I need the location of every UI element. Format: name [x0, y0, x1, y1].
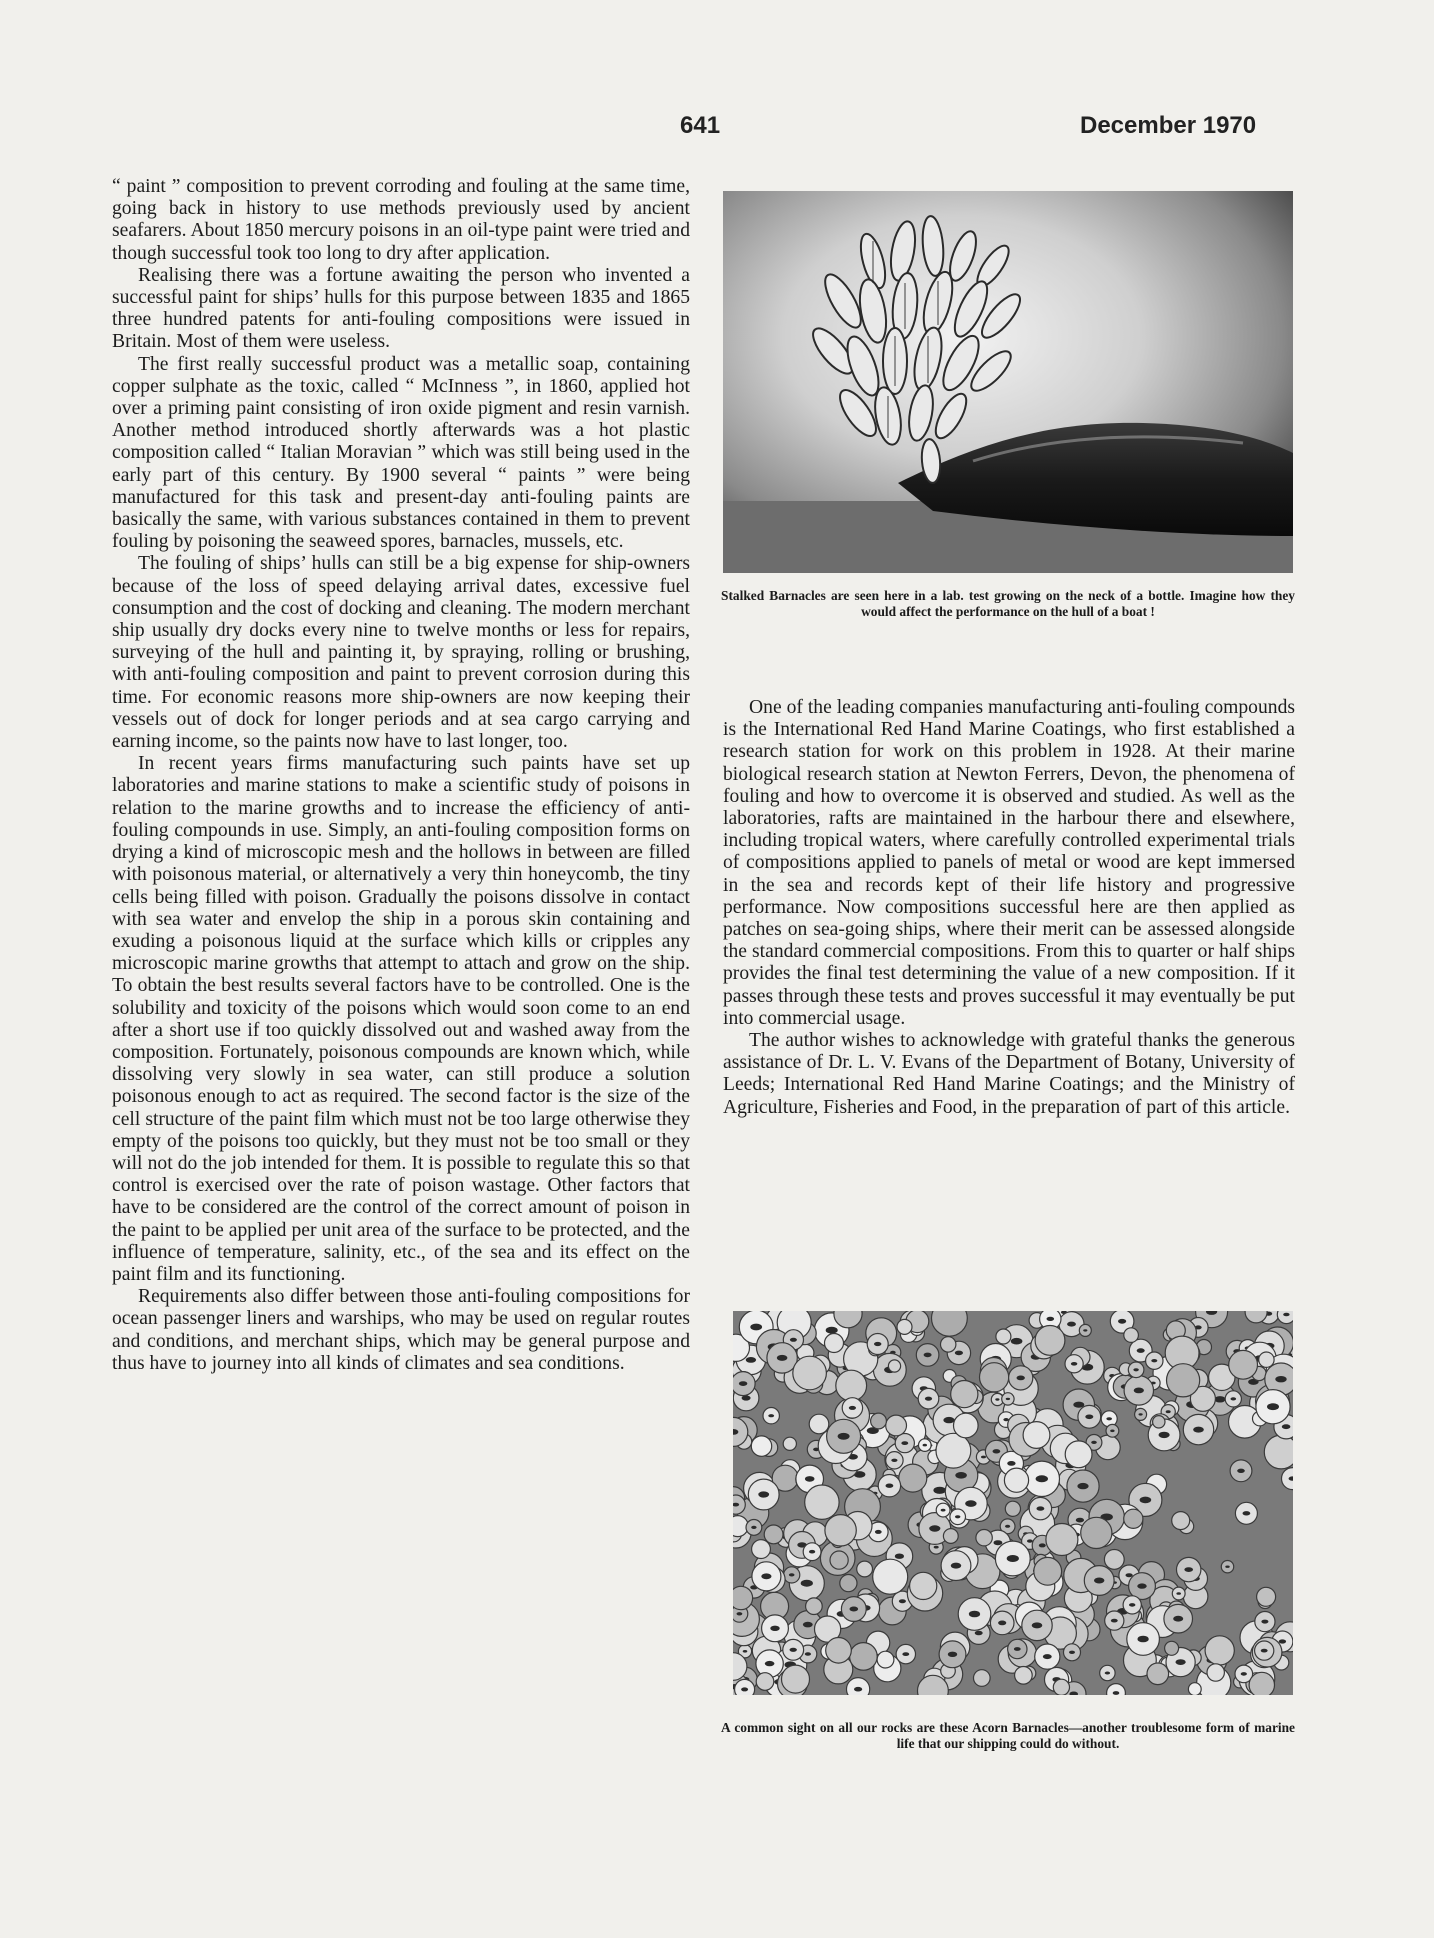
paragraph: In recent years firms manufacturing such paints have set up laboratories and marine stations to make a scientific study of poisons in relation to the marine growths and to increase the efficiency of anti-fouling compounds in use. Simply, an anti-fouling composition forms on drying a kind of microscopic mesh and the hollows in between are filled with poisonous material, or alternatively a very thin honeycomb, the tiny cells being filled with poison. Gradually the poisons dissolve in contact with sea water and envelop the ship in a porous skin containing and exuding a poisonous liquid at the surface which kills or cripples any microscopic marine growths that attempt to attach and grow on the ship. To obtain the best results several factors have to be controlled. One is the solubility and toxicity of the poisons which would soon come to an end after a short use if too quickly dissolved out and washed away from the composition. Fortunately, poisonous compounds are known which, while dissolving very slowly in sea water, can still produce a solution poisonous enough to act as required. The second factor is the size of the cell structure of the paint film which must not be too large otherwise they empty of the poisons too quickly, but they must not be too small or they will not do the job intended for them. It is possible to regulate this so that control is exercised over the rate of poison wastage. Other factors that have to be considered are the control of the correct amount of poison in the paint to be applied per unit area of the surface to be protected, and the influence of temperature, salinity, etc., of the sea and its effect on the paint film and its functioning. — [112, 753, 690, 1285]
issue-date: December 1970 — [1080, 112, 1257, 139]
figure-caption-acorn-barnacles: A common sight on all our rocks are these Acorn Barnacles—another troublesome form of marine life that our shipping could do without. — [721, 1720, 1295, 1751]
figure-caption-stalked-barnacles: Stalked Barnacles are seen here in a lab. test growing on the neck of a bottle. Imagine how they would affect the performance on the hull of a boat ! — [721, 588, 1295, 619]
paragraph: The first really successful product was a metallic soap, containing copper sulphate as the toxic, called “ McInness ”, in 1860, applied hot over a priming paint consisting of iron oxide pigment and resin varnish. Another method introduced shortly afterwards was a hot plastic composition called “ Italian Moravian ” which was still being used in the early part of this century. By 1900 several “ paints ” were being manufactured for this task and present-day anti-fouling paints are basically the same, with various substances contained in them to prevent fouling by poisoning the seaweed spores, barnacles, mussels, etc. — [112, 353, 690, 553]
right-article-column — [723, 697, 1295, 1119]
paragraph: One of the leading companies manufacturing anti-fouling compounds is the International Red Hand Marine Coatings, who first established a research station for work on this problem in 1928. At their marine biological research station at Newton Ferrers, Devon, the phenomena of fouling and how to overcome it is observed and studied. As well as the laboratories, rafts are maintained in the harbour there and elsewhere, including tropical waters, where carefully controlled experimental trials of compositions applied to panels of metal or wood are kept immersed in the sea and records kept of their life history and progressive performance. Now compositions successful here are then applied as patches on sea-going ships, where their merit can be assessed alongside the standard commercial compositions. From this to quarter or half ships provides the final test determining the value of a new composition. If it passes through these tests and proves successful it may eventually be put into commercial usage. — [723, 697, 1295, 1029]
page-number: 641 — [680, 112, 721, 139]
paragraph: Realising there was a fortune awaiting the person who invented a successful paint for ships’ hulls for this purpose between 1835 and 1865 three hundred patents for anti-fouling compositions were issued in Britain. Most of them were useless. — [112, 264, 690, 353]
left-article-column — [112, 176, 690, 1375]
paragraph: The author wishes to acknowledge with grateful thanks the generous assistance of Dr. L. V. Evans of the Department of Botany, University of Leeds; International Red Hand Marine Coatings; and the Ministry of Agriculture, Fisheries and Food, in the preparation of part of this article. — [723, 1030, 1295, 1118]
acorn-barnacles-photo — [733, 1311, 1293, 1695]
paragraph: “ paint ” composition to prevent corroding and fouling at the same time, going back in history to use methods previously used by ancient seafarers. About 1850 mercury poisons in an oil-type paint were tried and though successful took too long to dry after application. — [112, 176, 690, 264]
stalked-barnacles-photo — [723, 191, 1293, 573]
paragraph: The fouling of ships’ hulls can still be a big expense for ship-owners because of the loss of speed delaying arrival dates, excessive fuel consumption and the cost of docking and cleaning. The modern merchant ship usually dry docks every nine to twelve months or less for repairs, surveying of the hull and painting it, by spraying, rolling or brushing, with anti-fouling composition and paint to prevent corrosion during this time. For economic reasons more ship-owners are now keeping their vessels out of dock for longer periods and at sea cargo carrying and earning income, so the paints now have to last longer, too. — [112, 553, 690, 753]
paragraph: Requirements also differ between those anti-fouling compositions for ocean passenger liners and warships, who may be used on regular routes and conditions, and merchant ships, which may be general purpose and thus have to journey into all kinds of climates and sea conditions. — [112, 1286, 690, 1374]
